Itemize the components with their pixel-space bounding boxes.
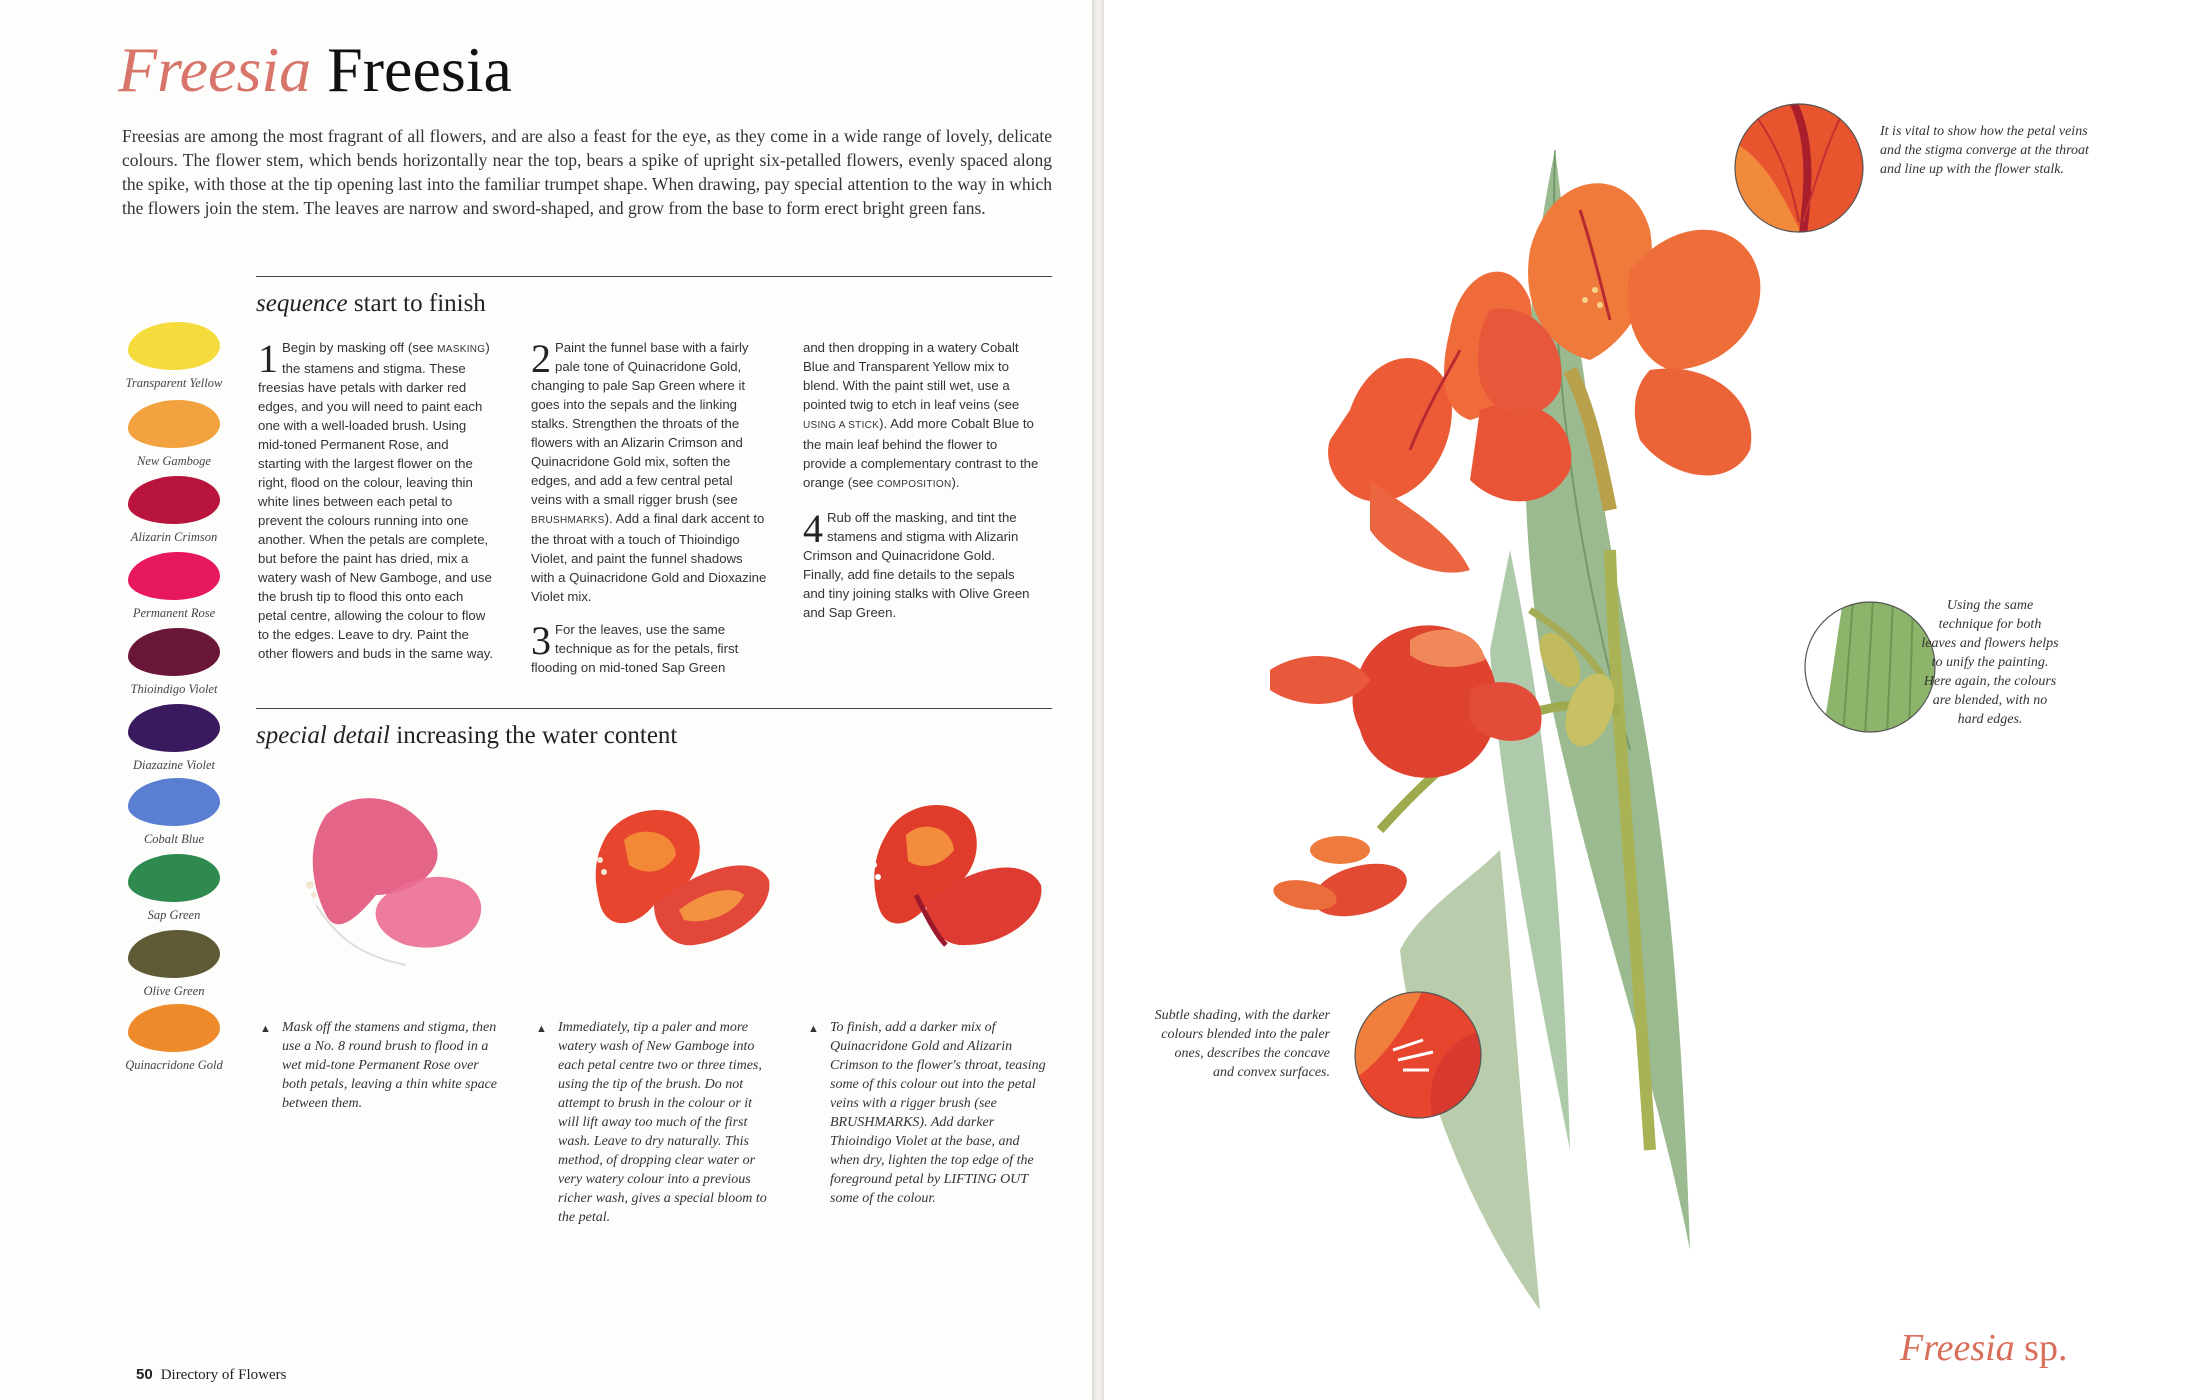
cross-ref: BRUSHMARKS <box>531 515 605 526</box>
step-3-continued <box>803 338 1039 494</box>
color-blob <box>128 930 220 978</box>
step-text: Paint the funnel base with a fairly pale tone of Quinacridone Gold, changing to pale Sap Green where it goes into the sepals and the linking stalks. Strengthen the throats of the flowers with an Alizarin Crimson and Quinacridone Gold mix, soften the edges, and add a few central petal veins with a small rigger brush (see <box>531 340 749 507</box>
step-text: ) the stamens and stigma. These freesias have petals with darker red edges, and you will need to paint each one with a well-loaded brush. Using mid-toned Permanent Rose, and starting with the largest flower on the right, flood on the colour, leaving thin white lines between each petal to prevent the colours running into one another. When the petals are complete, but before the paint has dried, mix a watery wash of New Gamboge, and use the brush tip to flood this onto each petal centre, allowing the colour to flow to the edges. Leave to dry. Paint the other flowers and buds in the same way. <box>258 340 494 661</box>
caption-text: To finish, add a darker mix of Quinacridone Gold and Alizarin Crimson to the flower's throat, teasing some of this colour out into the petal veins with a rigger brush (see BRUSHMARKS). Add darker Thioindigo Violet at the base, and when dry, lighten the top edge of the foreground petal by LIFTING OUT some of the colour. <box>830 1020 1046 1206</box>
step-text: For the leaves, use the same technique as for the petals, first flooding on mid-toned Sap Green <box>531 622 739 675</box>
caption-stage-2 <box>536 1018 768 1227</box>
step-4 <box>803 508 1039 622</box>
color-blob <box>128 400 220 448</box>
detail-circle-shading <box>1353 990 1483 1120</box>
page-folio <box>136 1366 287 1384</box>
triangle-icon: ▲ <box>536 1023 547 1035</box>
section-name: Directory of Flowers <box>160 1367 287 1383</box>
color-blob <box>128 778 220 826</box>
step-1 <box>258 338 494 663</box>
swatch-label: Permanent Rose <box>132 606 216 620</box>
note-leaves: Using the same technique for both leaves and flowers helps to unify the painting. Here again, the colours are blended, with no hard edges. <box>1921 598 2059 727</box>
swatch-label: Cobalt Blue <box>143 832 205 846</box>
color-blob <box>128 476 220 524</box>
step-number: 1 <box>258 336 278 381</box>
steps-column-3 <box>803 338 1039 630</box>
color-blob <box>128 322 220 370</box>
cross-ref: COMPOSITION <box>877 479 952 490</box>
stage-2-illustration <box>584 800 774 975</box>
caption-stage-3 <box>808 1018 1052 1208</box>
species-italic: Freesia <box>1900 1327 2015 1369</box>
cross-ref: USING A STICK <box>803 420 880 431</box>
steps-column-2 <box>531 338 767 685</box>
palette-swatch <box>118 628 230 697</box>
step-text: ). Add more Cobalt Blue to the main leaf behind the flower to provide a complementary contrast to the orange (see <box>803 416 1039 490</box>
swatch-label: Olive Green <box>143 984 205 998</box>
step-number: 4 <box>803 506 823 551</box>
special-heading-rest: increasing the water content <box>390 722 678 749</box>
special-detail-heading <box>256 722 677 750</box>
stage-3-illustration <box>856 795 1046 975</box>
intro-paragraph: Freesias are among the most fragrant of all flowers, and are also a feast for the eye, as they come in a wide range of lovely, delicate colours. The flower stem, which bends horizontally near the top, bears a spike of upright six-petalled flowers, evenly spaced along the spike, with those at the tip opening last into the familiar trumpet shape. When drawing, pay special attention to the way in which the flowers join the stem. The leaves are narrow and sword-shaped, and grow from the base to form erect bright green fans. <box>122 126 1052 218</box>
palette-swatch <box>118 704 230 773</box>
title-italic: Freesia <box>118 34 312 105</box>
freesia-painting <box>1210 150 1770 1300</box>
palette-swatch <box>118 1004 230 1073</box>
caption-text: Mask off the stamens and stigma, then use a No. 8 round brush to flood in a wet mid-tone Permanent Rose over both petals, leaving a thin white space between them. <box>282 1020 498 1111</box>
left-page <box>0 0 1092 1400</box>
section-rule <box>256 276 1052 277</box>
step-text: and then dropping in a watery Cobalt Blue and Transparent Yellow mix to blend. With the paint still wet, use a pointed twig to etch in leaf veins (see <box>803 340 1020 412</box>
swatch-label: Diazazine Violet <box>132 758 216 772</box>
caption-stage-1 <box>260 1018 504 1113</box>
detail-circle-veins <box>1733 102 1865 234</box>
color-blob <box>128 628 220 676</box>
step-text: Rub off the masking, and tint the stamens and stigma with Alizarin Crimson and Quinacridone Gold. Finally, add fine details to the sepals and tiny joining stalks with Olive Green and Sap Green. <box>803 510 1030 620</box>
color-blob <box>128 854 220 902</box>
stage-1-illustration <box>296 785 486 975</box>
caption-text: Immediately, tip a paler and more watery wash of New Gamboge into each petal centre two or three times, using the tip of the brush. Do not attempt to brush in the colour or it will lift away too much of the first wash. Leave to dry naturally. This method, of dropping clear water or very watery colour into a previous richer wash, gives a special bloom to the petal. <box>558 1020 767 1225</box>
species-title <box>1900 1326 2067 1370</box>
swatch-label: Quinacridone Gold <box>125 1058 223 1072</box>
color-blob <box>128 552 220 600</box>
palette-swatch <box>118 778 230 847</box>
section-rule <box>256 708 1052 709</box>
special-heading-italic: special detail <box>256 722 390 749</box>
color-blob <box>128 1004 220 1052</box>
book-gutter <box>1092 0 1104 1400</box>
step-text: Begin by masking off (see <box>282 340 438 355</box>
triangle-icon: ▲ <box>260 1023 271 1035</box>
sequence-heading <box>256 290 486 318</box>
palette-swatch <box>118 552 230 621</box>
swatch-label: Alizarin Crimson <box>130 530 218 544</box>
step-number: 2 <box>531 336 551 381</box>
palette-swatch <box>118 854 230 923</box>
palette-swatch <box>118 930 230 999</box>
sequence-heading-rest: start to finish <box>347 290 486 317</box>
detail-circle-leaf <box>1803 600 1937 734</box>
triangle-icon: ▲ <box>808 1023 819 1035</box>
swatch-label: New Gamboge <box>137 454 211 468</box>
steps-column-1 <box>258 338 494 671</box>
palette-swatch <box>118 400 230 469</box>
title-roman: Freesia <box>327 34 512 105</box>
cross-ref: MASKING <box>437 344 486 355</box>
step-number: 3 <box>531 618 551 663</box>
step-text: ). Add a final dark accent to the throat with a touch of Thioindigo Violet, and paint the funnel shadows with a Quinacridone Gold and Dioxazine Violet mix. <box>531 511 767 604</box>
note-veins: It is vital to show how the petal veins and the stigma converge at the throat and line up with the flower stalk. <box>1880 124 2089 177</box>
swatch-label: Sap Green <box>147 908 201 922</box>
page-number: 50 <box>136 1366 153 1383</box>
swatch-label: Transparent Yellow <box>125 376 223 390</box>
sequence-heading-italic: sequence <box>256 290 348 317</box>
palette-swatch <box>118 322 230 391</box>
palette-swatch <box>118 476 230 545</box>
step-2 <box>531 338 767 606</box>
step-text: ). <box>951 475 960 490</box>
note-shading: Subtle shading, with the darker colours blended into the paler ones, describes the concave and convex surfaces. <box>1154 1008 1330 1080</box>
color-blob <box>128 704 220 752</box>
step-3 <box>531 620 767 677</box>
swatch-label: Thioindigo Violet <box>130 682 218 696</box>
species-rest: sp. <box>2014 1327 2068 1369</box>
page-title <box>118 30 512 110</box>
